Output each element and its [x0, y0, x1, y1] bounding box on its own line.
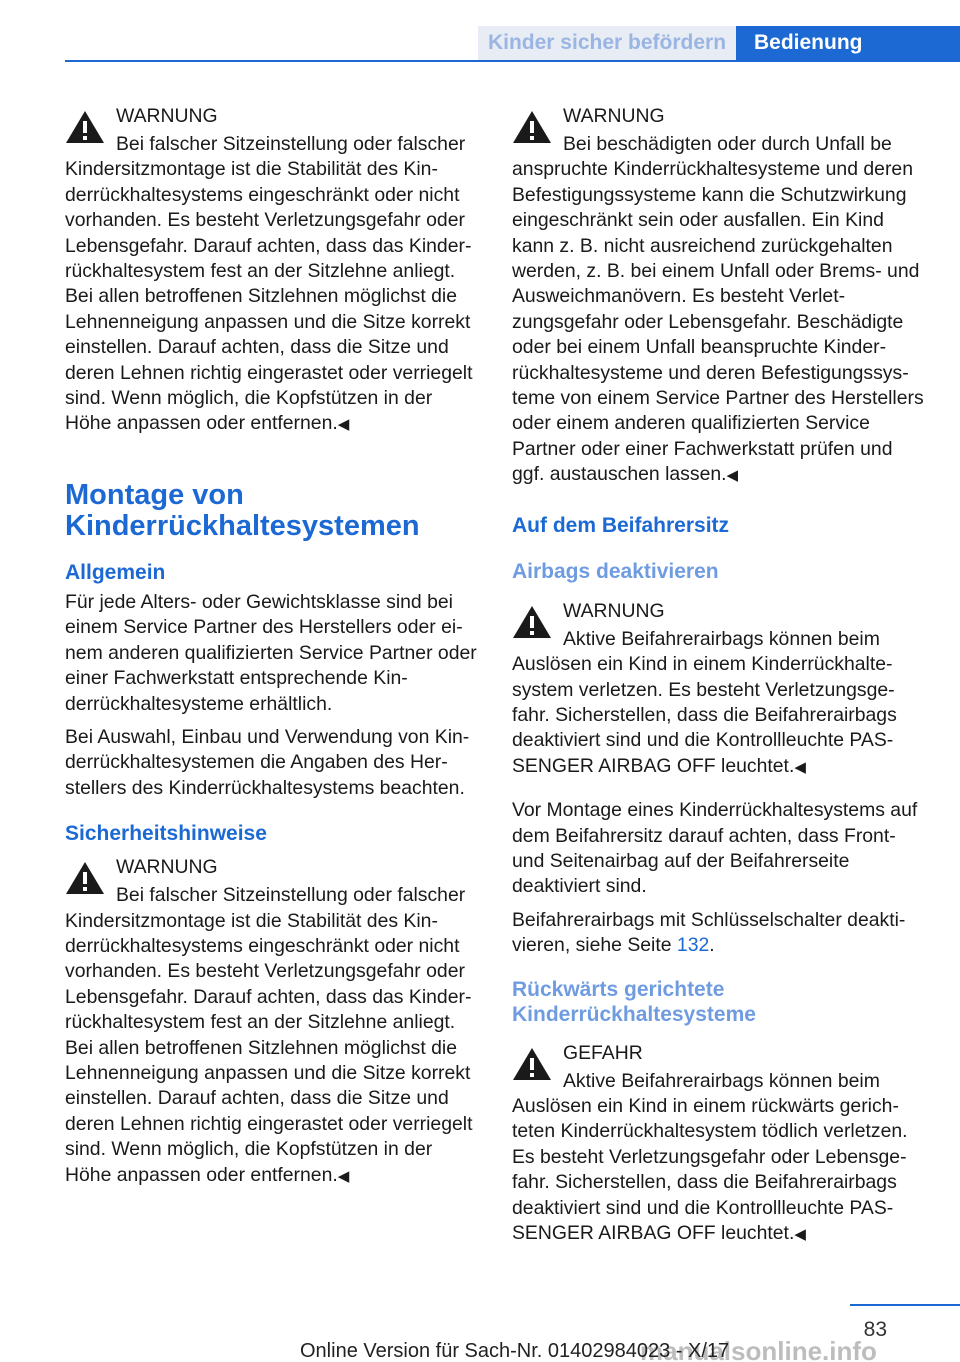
warning-triangle-icon — [65, 110, 105, 144]
warning-block — [65, 102, 478, 438]
left-column — [65, 100, 478, 1207]
end-mark: ◀ — [337, 1167, 350, 1185]
rearward-heading: Rückwärts gerichtete Kinderrückhaltesysteme — [512, 977, 756, 1026]
section-tab[interactable]: Kinder sicher befördern — [478, 26, 736, 60]
passenger-seat-heading: Auf dem Beifahrersitz — [512, 513, 730, 537]
general-paragraph-2: Bei Auswahl, Einbau und Verwendung von Kinderrückhaltesystemen die Angaben des Herstellers des Kinderrückhaltesystems beachten. — [65, 725, 470, 799]
warning-triangle-icon — [512, 1047, 552, 1081]
right-column — [512, 100, 925, 1265]
online-version-note: Online Version für Sach-Nr. 01402984023 - X/17 — [300, 1340, 730, 1362]
warning-block — [512, 597, 925, 780]
airbags-paragraph-1: Vor Montage eines Kinderrückhaltesystems auf dem Beifahrersitz darauf achten, dass Front- und Seitenairbag auf der Beifahrerseite deaktiviert sind. — [512, 799, 918, 898]
warning-title: WARNUNG — [116, 856, 218, 879]
danger-heading — [512, 1039, 925, 1069]
danger-block — [512, 1039, 925, 1248]
warning-body: Kindersitzmontage ist die Stabilität des Kinderrückhaltesystems eingeschränkt oder nicht vorhanden. Es besteht Verletzungsgefahr oder Lebensgefahr. Darauf achten, dass das Kinderrückhaltesystem fest an der Sitzlehne anliegt. Bei allen betroffenen Sitzlehnen möglichst die Lehnenneigung anpassen und die Sitze korrekt einstellen. Darauf achten, dass die Sitze und deren Lehnen richtig eingerastet oder verriegelt sind. Wenn möglich, die Kopfstützen in der Höhe anpassen oder entfernen. — [65, 909, 473, 1186]
warning-triangle-icon — [512, 605, 552, 639]
warning-body: anspruchte Kinderrückhaltesysteme und deren Befestigungssysteme kann die Schutzwirkung eingeschränkt sein oder ausfallen. Ein Kind kann z. B. nicht ausreichend zurückgehalten werden, z. B. bei einem Unfall oder Brems- und Ausweichmanövern. Es besteht Verletzungsgefahr oder Lebensgefahr. Beschädigte oder bei einem Unfall beanspruchte Kinderrückhaltesysteme und deren Befestigungssysteme von einem Service Partner des Herstellers oder einem anderen qualifizierten Service Partner oder einer Fachwerkstatt prüfen und ggf. austauschen lassen. — [512, 158, 924, 486]
warning-text — [512, 652, 925, 780]
warning-title: WARNUNG — [563, 599, 665, 622]
warning-first-line: Bei beschädigten oder durch Unfall be — [563, 133, 892, 155]
warning-first-line: Bei falscher Sitzeinstellung oder falscher — [116, 884, 466, 907]
warning-text — [512, 157, 925, 488]
warning-first-line: Bei falscher Sitzeinstellung oder falscher — [116, 133, 466, 155]
page-header — [0, 0, 960, 62]
warning-body: Kindersitzmontage ist die Stabilität des Kinderrückhaltesystems eingeschränkt oder nicht vorhanden. Es besteht Verletzungsgefahr oder Lebensgefahr. Darauf achten, dass das Kinderrückhaltesystem fest an der Sitzlehne anliegt. Bei allen betroffenen Sitzlehnen möglichst die Lehnenneigung anpassen und die Sitze korrekt einstellen. Darauf achten, dass die Sitze und deren Lehnen richtig eingerastet oder verriegelt sind. Wenn möglich, die Kopfstützen in der Höhe anpassen oder entfernen. — [65, 158, 473, 435]
airbags-paragraph-2-end: . — [709, 934, 715, 957]
end-mark: ◀ — [726, 467, 739, 485]
header-rule — [65, 60, 960, 62]
warning-heading — [65, 853, 478, 883]
page-number: 83 — [863, 1318, 887, 1341]
warning-first-line: Aktive Beifahrerairbags können beim — [563, 627, 880, 650]
warning-triangle-icon — [512, 110, 552, 144]
chapter-tab[interactable]: Bedienung — [736, 26, 960, 60]
warning-block — [512, 102, 925, 489]
warning-text — [65, 157, 478, 437]
footer-rule — [850, 1304, 960, 1306]
watermark: manualsonline.info — [640, 1336, 877, 1362]
danger-body: Auslösen ein Kind in einem rückwärts gerichteten Kinderrückhaltesystem tödlich verletzen. Es besteht Verletzungsgefahr oder Lebensgefahr. Sicherstellen, dass die Beifahrerairbags deaktiviert sind und die Kontrollleuchte PASSENGER AIRBAG OFF leuchtet. — [512, 1094, 908, 1244]
main-heading: Montage von Kinderrückhaltesystemen — [65, 478, 420, 542]
danger-title: GEFAHR — [563, 1041, 643, 1064]
airbags-paragraph-2 — [512, 908, 925, 959]
danger-first-line: Aktive Beifahrerairbags können beim — [563, 1069, 880, 1092]
end-mark: ◀ — [794, 758, 806, 776]
page-reference-link[interactable]: 132 — [676, 934, 710, 957]
safety-heading: Sicherheitshinweise — [65, 822, 267, 846]
warning-body: Auslösen ein Kind in einem Kinderrückhaltesystem verletzen. Es besteht Verletzungsgefahr. Sicherstellen, dass die Beifahrerairbags deaktiviert sind und die Kontrollleuchte PASSENGER AIRBAG OFF leuchtet. — [512, 653, 897, 777]
warning-text — [65, 909, 478, 1189]
warning-triangle-icon — [65, 861, 105, 895]
warning-heading — [512, 102, 925, 132]
airbags-heading: Airbags deaktivieren — [512, 559, 719, 583]
warning-block — [65, 853, 478, 1189]
general-heading: Allgemein — [65, 560, 166, 584]
danger-text — [512, 1094, 925, 1247]
warning-heading — [512, 597, 925, 627]
warning-title: WARNUNG — [116, 105, 218, 128]
end-mark: ◀ — [794, 1226, 806, 1243]
warning-heading — [65, 102, 478, 132]
airbags-paragraph-2-text: Beifahrerairbags mit Schlüsselschalter deaktivieren, siehe Seite — [512, 908, 906, 957]
end-mark: ◀ — [337, 416, 350, 434]
warning-title: WARNUNG — [563, 105, 665, 128]
general-paragraph-1: Für jede Alters- oder Gewichtsklasse sind bei einem Service Partner des Herstellers oder einem anderen qualifizierten Service Partner oder einer Fachwerkstatt entsprechende Kinderrückhaltesysteme erhältlich. — [65, 590, 477, 715]
